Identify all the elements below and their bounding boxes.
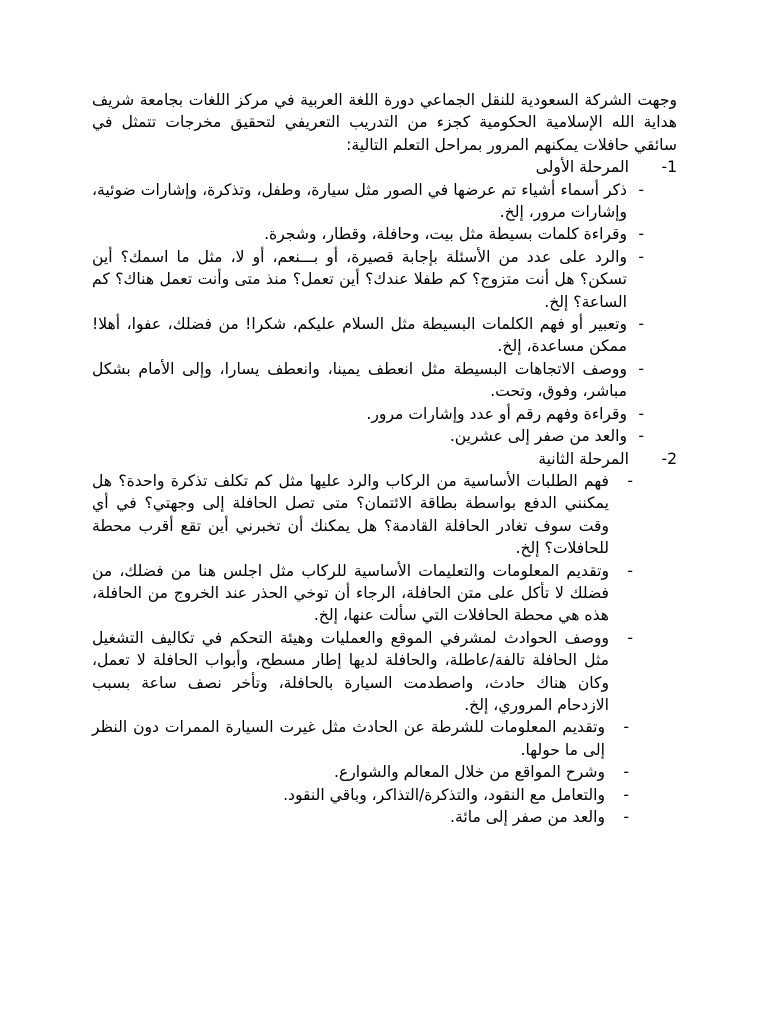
dash-bullet: - xyxy=(623,808,629,826)
dash-bullet: - xyxy=(638,359,644,378)
dash-bullet: - xyxy=(638,427,644,446)
intro-paragraph: وجهت الشركة السعودية للنقل الجماعي دورة اللغة العربية في مركز اللغات بجامعة شريف هداية الله الإسلامية الحكومية كجزء من التدريب التعريفي لتحقيق مخرجات تتمثل في سائقي حافلات يمكنهم المرور بمراحل التعلم التالية: xyxy=(92,91,677,154)
stage-heading xyxy=(92,448,677,470)
list-item-text: والعد من صفر إلى مائة. xyxy=(450,808,605,826)
list-item-text: وقراءة كلمات بسيطة مثل بيت، وحافلة، وقطار، وشجرة. xyxy=(264,225,627,244)
stage-1 xyxy=(92,156,677,447)
list-item xyxy=(92,358,677,403)
list-item xyxy=(92,246,677,313)
list-item-text: وشرح المواقع من خلال المعالم والشوارع. xyxy=(334,763,605,782)
list-item xyxy=(92,425,677,447)
stage-title: المرحلة الأولى xyxy=(535,158,629,177)
dash-bullet: - xyxy=(638,315,644,334)
list-item xyxy=(92,470,677,560)
dash-bullet: - xyxy=(623,785,629,804)
list-item xyxy=(92,313,677,358)
list-item-text: والرد على عدد من الأسئلة بإجابة قصيرة، أو بـــنعم، أو لا، مثل ما اسمك؟ أين تسكن؟ هل أنت متزوج؟ كم طفلا عندك؟ أين تعمل؟ منذ متى وأنت تعمل هناك؟ كم الساعة؟ إلخ. xyxy=(92,247,627,311)
document-page xyxy=(92,89,677,828)
list-item-text: وتقديم المعلومات للشرطة عن الحادث مثل غيرت السيارة الممرات دون النظر إلى ما حولها. xyxy=(92,718,605,759)
list-item-text: وقراءة وفهم رقم أو عدد وإشارات مرور. xyxy=(366,404,627,423)
list-item-text: والعد من صفر إلى عشرين. xyxy=(449,427,627,446)
stage-number: 1- xyxy=(661,158,677,177)
list-item-text: فهم الطلبات الأساسية من الركاب والرد عليها مثل كم تكلف تذكرة واحدة؟ هل يمكنني الدفع بواسطة بطاقة الائتمان؟ متى تصل الحافلة إلى وجهتي؟ في أي وقت سوف تغادر الحافلة القادمة؟ هل يمكنك أن تخبرني أين تقع أقرب محطة للحافلات؟ إلخ. xyxy=(92,471,609,558)
stage-heading xyxy=(92,156,677,178)
dash-bullet: - xyxy=(638,225,644,244)
list-item-text: ذكر أسماء أشياء تم عرضها في الصور مثل سيارة، وطفل، وتذكرة، وإشارات ضوئية، وإشارات مرور، إلخ. xyxy=(92,180,627,222)
dash-bullet: - xyxy=(623,763,629,782)
dash-bullet: - xyxy=(638,180,644,199)
dash-bullet: - xyxy=(627,561,633,580)
stage-items-list xyxy=(92,470,677,829)
list-item-text: والتعامل مع النقود، والتذكرة/التذاكر، وباقي النقود. xyxy=(283,785,605,804)
dash-bullet: - xyxy=(638,247,644,266)
list-item xyxy=(92,627,677,717)
list-item-text: ووصف الاتجاهات البسيطة مثل انعطف يمينا، وانعطف يسارا، وإلى الأمام بشكل مباشر، وفوق، وتحت. xyxy=(92,359,627,401)
stage-title: المرحلة الثانية xyxy=(538,449,629,468)
stage-number: 2- xyxy=(661,449,677,468)
list-item xyxy=(92,223,677,245)
dash-bullet: - xyxy=(623,718,629,737)
dash-bullet: - xyxy=(627,628,633,647)
list-item-text: وتقديم المعلومات والتعليمات الأساسية للركاب مثل اجلس هنا من فضلك، من فضلك لا تأكل على متن الحافلة، الرجاء أن توخي الحذر عند الخروج من الحافلة، هذه هي محطة الحافلات التي سألت عنها، إلخ. xyxy=(92,561,609,625)
list-item xyxy=(92,761,677,783)
dash-bullet: - xyxy=(638,404,644,423)
list-item xyxy=(92,806,677,828)
dash-bullet: - xyxy=(627,471,633,490)
list-item xyxy=(92,560,677,627)
stage-2 xyxy=(92,448,677,829)
stage-items-list xyxy=(92,179,677,448)
list-item xyxy=(92,784,677,806)
list-item-text: وتعبير أو فهم الكلمات البسيطة مثل السلام عليكم، شكرا! من فضلك، عفوا، أهلا! ممكن مساعدة، إلخ. xyxy=(92,315,627,356)
list-item xyxy=(92,716,677,761)
list-item xyxy=(92,179,677,224)
list-item xyxy=(92,403,677,425)
list-item-text: ووصف الحوادث لمشرفي الموقع والعمليات وهيئة التحكم في تكاليف التشغيل مثل الحافلة تالفة/عاطلة، والحافلة لديها إطار مسطح، وأبواب الحافلة لا تعمل، وكان هناك حادث، واصطدمت السيارة بالحافلة، وتأخر نصف ساعة بسبب الازدحام المروري، إلخ. xyxy=(92,628,609,714)
